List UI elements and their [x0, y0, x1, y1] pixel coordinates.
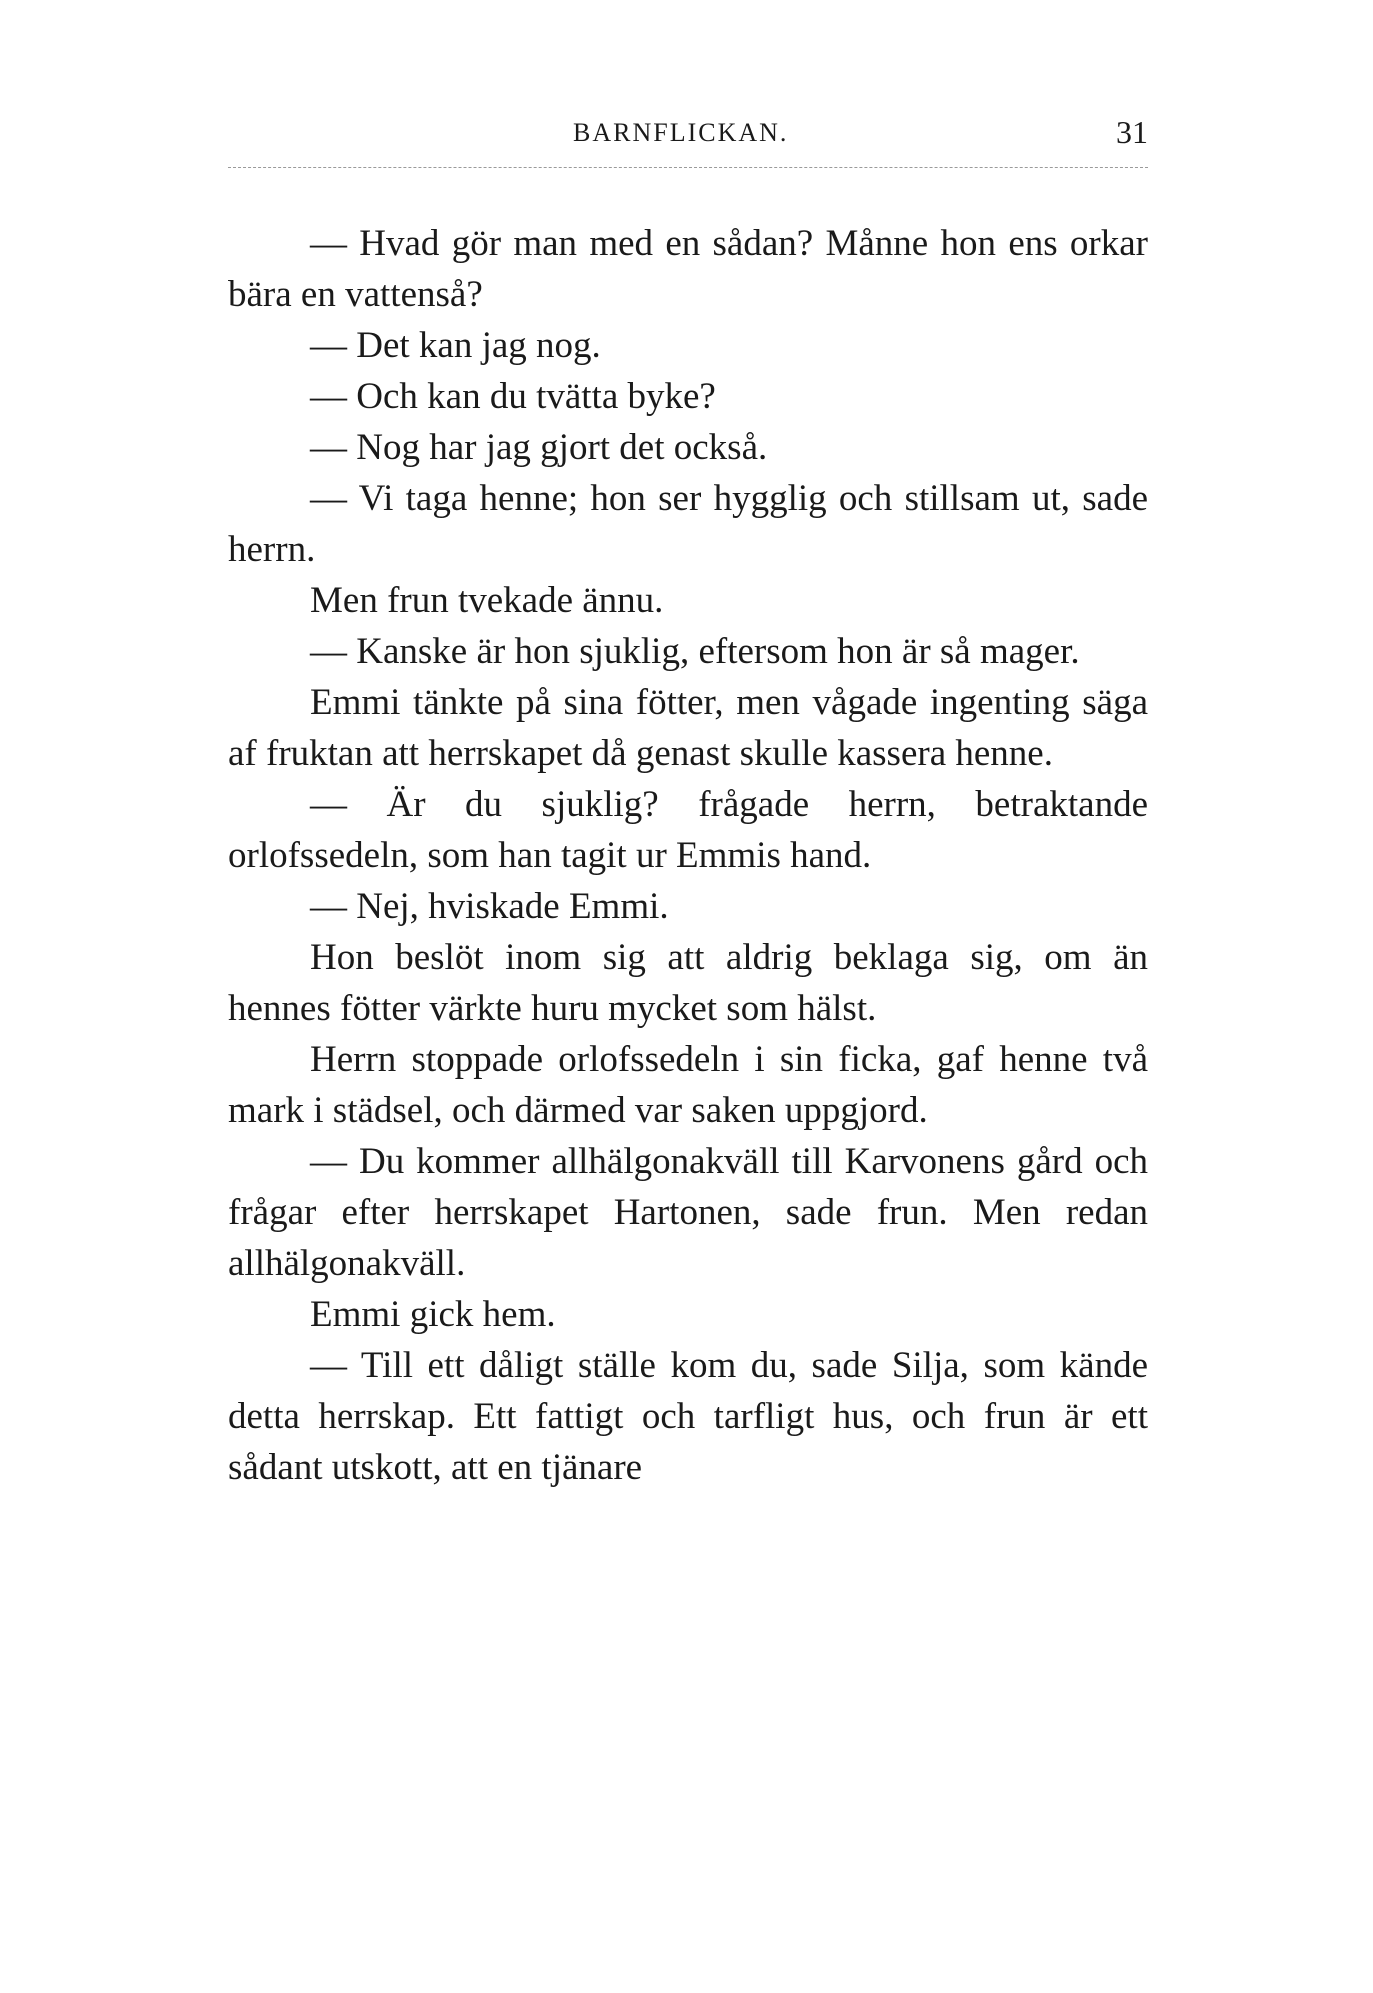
paragraph: Herrn stoppade orlofssedeln i sin ficka, gaf henne två mark i städsel, och därmed var saken uppgjord. — [228, 1039, 1148, 1131]
paragraph: — Till ett dåligt ställe kom du, sade Silja, som kände detta herrskap. Ett fattigt och tarfligt hus, och frun är ett sådant utskott, att en tjänare — [228, 1345, 1148, 1488]
paragraph: — Hvad gör man med en sådan? Månne hon ens orkar bära en vattenså? — [228, 223, 1148, 315]
paragraph: — Vi taga henne; hon ser hygglig och stillsam ut, sade herrn. — [228, 478, 1148, 570]
paragraph: — Kanske är hon sjuklig, eftersom hon är så mager. — [310, 631, 1080, 672]
paragraph: — Nog har jag gjort det också. — [310, 427, 768, 468]
running-header — [228, 114, 1148, 158]
paragraph: Men frun tvekade ännu. — [310, 580, 664, 621]
paragraph: Emmi gick hem. — [310, 1294, 556, 1335]
paragraph: — Det kan jag nog. — [310, 325, 601, 366]
paragraph: — Du kommer allhälgonakväll till Karvonens gård och frågar efter herrskapet Hartonen, sade frun. Men redan allhälgonakväll. — [228, 1141, 1148, 1284]
running-title: BARNFLICKAN. — [573, 118, 789, 147]
paragraph: — Och kan du tvätta byke? — [310, 376, 716, 417]
page-number: 31 — [1116, 114, 1148, 150]
body-text — [228, 218, 1148, 1493]
paragraph: Emmi tänkte på sina fötter, men vågade ingenting säga af fruktan att herrskapet då genast skulle kassera henne. — [228, 682, 1148, 774]
paragraph: — Nej, hviskade Emmi. — [310, 886, 669, 927]
paragraph: Hon beslöt inom sig att aldrig beklaga sig, om än hennes fötter värkte huru mycket som hälst. — [228, 937, 1148, 1029]
header-rule — [228, 167, 1148, 168]
paragraph: — Är du sjuklig? frågade herrn, betraktande orlofssedeln, som han tagit ur Emmis hand. — [228, 784, 1148, 876]
